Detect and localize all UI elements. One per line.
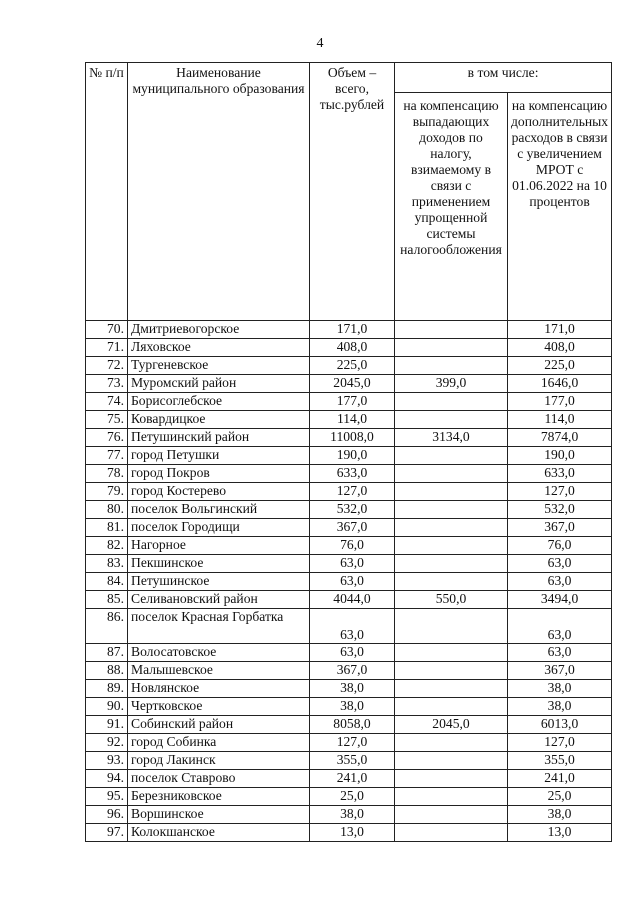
table-row: [86, 752, 612, 770]
subsidy-table: [85, 62, 612, 842]
page-number: 4: [316, 36, 324, 51]
table-row: [86, 447, 612, 465]
row-number: 94.: [86, 770, 128, 788]
row-name: поселок Городищи: [128, 519, 310, 537]
row-name: Тургеневское: [128, 357, 310, 375]
row-name: город Петушки: [128, 447, 310, 465]
header-sub-a: на компенсацию выпадающих доходов по налогу, взимаемому в связи с применением упрощенной системы налогообложения: [395, 93, 508, 321]
row-total: 241,0: [310, 770, 395, 788]
row-mrot: 190,0: [508, 447, 612, 465]
row-usn: [395, 788, 508, 806]
row-total: 177,0: [310, 393, 395, 411]
row-mrot: 38,0: [508, 698, 612, 716]
row-number: 84.: [86, 573, 128, 591]
header-including: в том числе:: [395, 63, 612, 93]
row-usn: [395, 644, 508, 662]
row-mrot: 367,0: [508, 519, 612, 537]
table-row: [86, 429, 612, 447]
table-row: [86, 357, 612, 375]
table-row: [86, 591, 612, 609]
row-usn: [395, 339, 508, 357]
row-total: 63,0: [310, 644, 395, 662]
row-name: город Собинка: [128, 734, 310, 752]
row-total: 190,0: [310, 447, 395, 465]
row-usn: [395, 680, 508, 698]
row-total: 8058,0: [310, 716, 395, 734]
row-number: 92.: [86, 734, 128, 752]
row-number: 82.: [86, 537, 128, 555]
row-usn: [395, 465, 508, 483]
table-row: [86, 573, 612, 591]
row-total: 225,0: [310, 357, 395, 375]
row-total: 38,0: [310, 680, 395, 698]
row-mrot: 63,0: [508, 555, 612, 573]
row-number: 74.: [86, 393, 128, 411]
row-total: 355,0: [310, 752, 395, 770]
table-body: [86, 321, 612, 842]
row-mrot: 177,0: [508, 393, 612, 411]
row-usn: 399,0: [395, 375, 508, 393]
row-mrot: 127,0: [508, 483, 612, 501]
row-name: Колокшанское: [128, 824, 310, 842]
row-number: 78.: [86, 465, 128, 483]
row-name: Волосатовское: [128, 644, 310, 662]
row-usn: [395, 501, 508, 519]
row-number: 83.: [86, 555, 128, 573]
row-usn: [395, 393, 508, 411]
row-mrot: 3494,0: [508, 591, 612, 609]
row-mrot: 38,0: [508, 680, 612, 698]
row-number: 86.: [86, 609, 128, 644]
row-mrot: 367,0: [508, 662, 612, 680]
row-name: Ковардицкое: [128, 411, 310, 429]
row-mrot: 76,0: [508, 537, 612, 555]
table-row: [86, 698, 612, 716]
row-usn: [395, 573, 508, 591]
row-name: город Покров: [128, 465, 310, 483]
row-number: 93.: [86, 752, 128, 770]
table-row: [86, 806, 612, 824]
row-usn: [395, 734, 508, 752]
row-name: Селивановский район: [128, 591, 310, 609]
row-number: 81.: [86, 519, 128, 537]
row-mrot: 355,0: [508, 752, 612, 770]
table-row: [86, 465, 612, 483]
row-total: 408,0: [310, 339, 395, 357]
table-row: [86, 609, 612, 644]
row-number: 75.: [86, 411, 128, 429]
row-name: Воршинское: [128, 806, 310, 824]
row-name: Борисоглебское: [128, 393, 310, 411]
table-row: [86, 501, 612, 519]
table-row: [86, 519, 612, 537]
row-usn: [395, 555, 508, 573]
row-name: Ляховское: [128, 339, 310, 357]
table-row: [86, 555, 612, 573]
row-name: поселок Вольгинский: [128, 501, 310, 519]
row-usn: [395, 537, 508, 555]
row-name: поселок Красная Горбатка: [128, 609, 310, 644]
row-mrot: 241,0: [508, 770, 612, 788]
row-total: 2045,0: [310, 375, 395, 393]
table-row: [86, 770, 612, 788]
row-total: 367,0: [310, 662, 395, 680]
table-row: [86, 411, 612, 429]
row-usn: [395, 806, 508, 824]
row-number: 71.: [86, 339, 128, 357]
row-usn: [395, 321, 508, 339]
row-mrot: 38,0: [508, 806, 612, 824]
row-mrot: 63,0: [508, 609, 612, 644]
row-mrot: 13,0: [508, 824, 612, 842]
row-mrot: 7874,0: [508, 429, 612, 447]
row-usn: [395, 483, 508, 501]
table-row: [86, 734, 612, 752]
row-mrot: 171,0: [508, 321, 612, 339]
table-row: [86, 824, 612, 842]
row-number: 91.: [86, 716, 128, 734]
row-mrot: 1646,0: [508, 375, 612, 393]
row-usn: 2045,0: [395, 716, 508, 734]
row-total: 11008,0: [310, 429, 395, 447]
row-mrot: 408,0: [508, 339, 612, 357]
table-row: [86, 339, 612, 357]
row-total: 25,0: [310, 788, 395, 806]
row-number: 96.: [86, 806, 128, 824]
row-name: город Костерево: [128, 483, 310, 501]
row-usn: [395, 662, 508, 680]
row-name: Муромский район: [128, 375, 310, 393]
row-mrot: 63,0: [508, 644, 612, 662]
row-total: 38,0: [310, 698, 395, 716]
row-name: Петушинский район: [128, 429, 310, 447]
header-name: Наименование муниципального образования: [128, 63, 310, 321]
row-mrot: 25,0: [508, 788, 612, 806]
table-row: [86, 716, 612, 734]
row-name: поселок Ставрово: [128, 770, 310, 788]
row-total: 76,0: [310, 537, 395, 555]
row-total: 532,0: [310, 501, 395, 519]
row-mrot: 127,0: [508, 734, 612, 752]
row-mrot: 114,0: [508, 411, 612, 429]
row-usn: [395, 609, 508, 644]
row-usn: [395, 752, 508, 770]
row-total: 63,0: [310, 573, 395, 591]
row-total: 127,0: [310, 734, 395, 752]
table-row: [86, 393, 612, 411]
row-mrot: 63,0: [508, 573, 612, 591]
row-number: 80.: [86, 501, 128, 519]
row-number: 89.: [86, 680, 128, 698]
row-name: город Лакинск: [128, 752, 310, 770]
row-usn: [395, 357, 508, 375]
header-num: № п/п: [86, 63, 128, 321]
row-name: Новлянское: [128, 680, 310, 698]
row-name: Малышевское: [128, 662, 310, 680]
row-number: 97.: [86, 824, 128, 842]
row-name: Пекшинское: [128, 555, 310, 573]
table-row: [86, 483, 612, 501]
row-number: 76.: [86, 429, 128, 447]
row-mrot: 6013,0: [508, 716, 612, 734]
row-mrot: 532,0: [508, 501, 612, 519]
table-row: [86, 321, 612, 339]
row-total: 367,0: [310, 519, 395, 537]
row-mrot: 225,0: [508, 357, 612, 375]
table-row: [86, 644, 612, 662]
row-name: Собинский район: [128, 716, 310, 734]
row-total: 4044,0: [310, 591, 395, 609]
row-usn: [395, 698, 508, 716]
row-usn: [395, 411, 508, 429]
row-usn: [395, 519, 508, 537]
row-name: Петушинское: [128, 573, 310, 591]
row-number: 90.: [86, 698, 128, 716]
row-number: 73.: [86, 375, 128, 393]
row-name: Дмитриевогорское: [128, 321, 310, 339]
row-total: 38,0: [310, 806, 395, 824]
table-row: [86, 375, 612, 393]
row-total: 171,0: [310, 321, 395, 339]
row-name: Чертковское: [128, 698, 310, 716]
row-number: 88.: [86, 662, 128, 680]
row-usn: 3134,0: [395, 429, 508, 447]
row-name: Нагорное: [128, 537, 310, 555]
row-usn: 550,0: [395, 591, 508, 609]
row-total: 13,0: [310, 824, 395, 842]
row-number: 79.: [86, 483, 128, 501]
row-usn: [395, 824, 508, 842]
row-total: 127,0: [310, 483, 395, 501]
row-total: 114,0: [310, 411, 395, 429]
row-number: 72.: [86, 357, 128, 375]
table-row: [86, 537, 612, 555]
row-total: 63,0: [310, 609, 395, 644]
header-total: Объем – всего, тыс.рублей: [310, 63, 395, 321]
row-usn: [395, 447, 508, 465]
header-sub-b: на компенсацию дополнительных расходов в связи с увеличением МРОТ с 01.06.2022 на 10 процентов: [508, 93, 612, 321]
row-usn: [395, 770, 508, 788]
row-number: 95.: [86, 788, 128, 806]
row-number: 70.: [86, 321, 128, 339]
row-number: 87.: [86, 644, 128, 662]
row-mrot: 633,0: [508, 465, 612, 483]
row-total: 63,0: [310, 555, 395, 573]
table-row: [86, 788, 612, 806]
table-row: [86, 680, 612, 698]
row-name: Березниковское: [128, 788, 310, 806]
row-total: 633,0: [310, 465, 395, 483]
row-number: 85.: [86, 591, 128, 609]
row-number: 77.: [86, 447, 128, 465]
table-row: [86, 662, 612, 680]
